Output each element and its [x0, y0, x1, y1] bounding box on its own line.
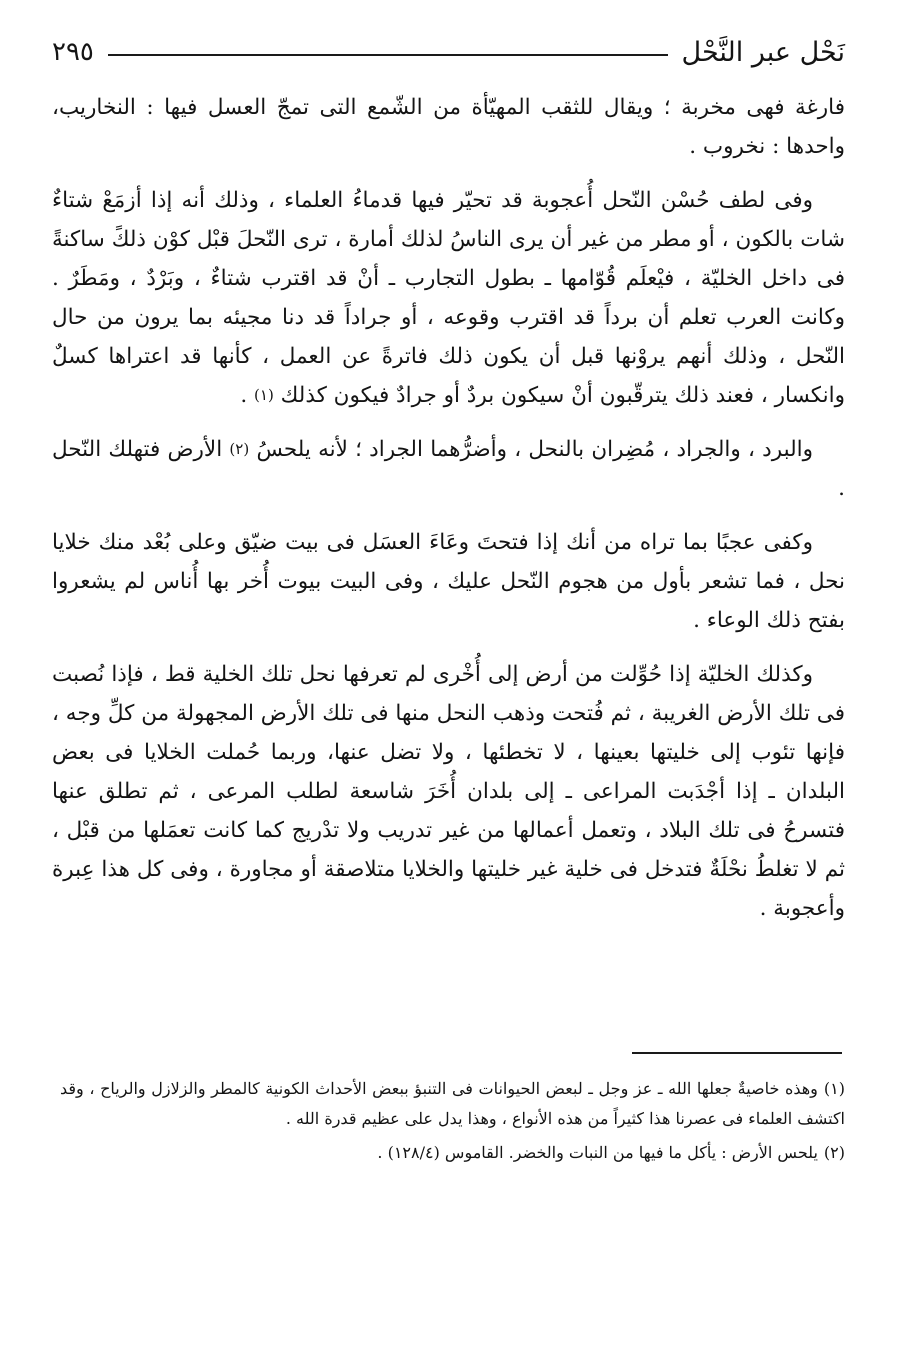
footnote-1-number: (١) — [823, 1079, 845, 1098]
paragraph-1: فارغة فهى مخربة ؛ ويقال للثقب المهيّأة من الشّمع التى تمجّ العسل فيها : النخاريب، واحدها : نخروب . — [52, 95, 845, 159]
footnote-2-text: يلحس الأرض : يأكل ما فيها من النبات والخضر. القاموس (١٢٨/٤) . — [377, 1143, 818, 1162]
footnote-reference-1[interactable]: (١) — [254, 386, 274, 404]
paragraph-2-end: . — [240, 383, 255, 408]
header-rule — [108, 54, 668, 56]
footnote-reference-2[interactable]: (٢) — [229, 440, 250, 458]
footnote-separator — [632, 1052, 842, 1054]
footnote-1-text: وهذه خاصيةٌ جعلها الله ـ عز وجل ـ لبعض الحيوانات فى التنبؤ ببعض الأحداث الكونية كالمطر والزلازل والرياح ، وقد اكتشف العلماء فى عصرنا هذا كثيراً من هذه الأنواع ، وهذا يدل على عظيم قدرة الله . — [60, 1079, 845, 1128]
paragraph-4: وكفى عجبًا بما تراه من أنك إذا فتحتَ وعَاءَ العسَل فى بيت ضيّق وعلى بُعْد منك خلايا نحل ، فما تشعر بأول من هجوم النّحل عليك ، وفى البيت بيوت أُخر بها أُناس لم يشعروا بفتح ذلك الوعاء . — [52, 530, 846, 633]
paragraph-2 — [52, 181, 845, 415]
paragraph-3 — [52, 430, 845, 508]
running-header — [52, 28, 845, 76]
paragraph-3-end: الأرض فتهلك النّحل . — [52, 437, 845, 501]
footnotes — [60, 1074, 845, 1172]
page-number: ٢٩٥ — [52, 37, 94, 67]
footnote-1 — [60, 1074, 845, 1134]
paragraph-3-text: والبرد ، والجراد ، مُضِران بالنحل ، وأضرُّهما الجراد ؛ لأنه يلحسُ — [256, 437, 813, 462]
body-text — [52, 88, 845, 943]
footnote-2-number: (٢) — [823, 1143, 845, 1162]
paragraph-2-text: وفى لطف حُسْن النّحل أُعجوبة قد تحيّر فيها قدماءُ العلماء ، وذلك أنه إذا أزمَعْ شتاءٌ شات بالكون ، أو مطر من غير أن يرى الناسُ لذلك أمارة ، ترى النّحلَ قبْل كوْن ذلكً ساكنةً فى داخل الخليّة ، فيْعلَم قُوّامها ـ بطول التجارب ـ أنْ قد اقترب شتاءٌ ، وبَرْدٌ ، ومَطَرٌ . وكانت العرب تعلم أن برداً قد اقترب وقوعه ، أو جراداً قد دنا مجيئه بما يرون من حال النّحل ، وذلك أنهم يروْنها قبل أن يكون ذلك فاترةً عن العمل ، كأنها قد اعتراها كسلٌ وانكسار ، فعند ذلك يترقّبون أنْ سيكون بردٌ أو جرادٌ فيكون كذلك — [52, 188, 845, 408]
paragraph-5: وكذلك الخليّة إذا حُوِّلت من أرض إلى أُخْرى لم تعرفها نحل تلك الخلية قط ، فإذا نُصبت فى تلك الأرض الغريبة ، ثم فُتحت وذهب النحل منها فى تلك الأرض المجهولة من كلِّ وجه ، فإنها تئوب إلى خليتها بعينها ، لا تخطئها ، ولا تضل عنها، وربما حُملت الخلايا فى بعض البلدان ـ إذا أجْدَبت المراعى ـ إلى بلدان أُخَرَ شاسعة لطلب المرعى ، ثم تطلق عنها فتسرحُ فى تلك البلاد ، وتعمل أعمالها من غير تدريب ولا تدْريج كما كانت تعمَلها من قبْل ، ثم لا تغلطُ نحْلَةٌ فتدخل فى خلية غير خليتها والخلايا متلاصقة أو مجاورة ، وفى كل هذا عِبرة وأعجوبة . — [52, 662, 845, 921]
book-title: نَحْل عبر النَّحْل — [681, 36, 845, 68]
footnote-2 — [60, 1138, 845, 1168]
